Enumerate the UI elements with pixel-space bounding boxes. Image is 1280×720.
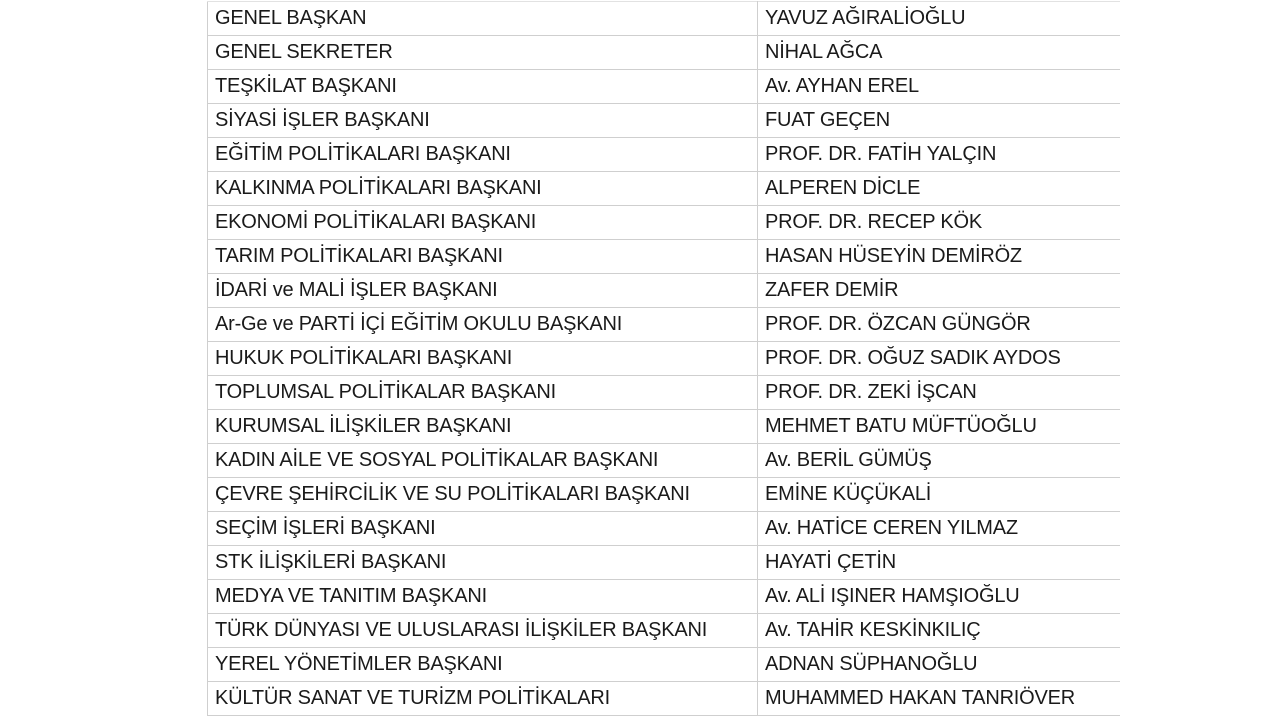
table-row bbox=[208, 206, 1121, 240]
person-cell: Av. ALİ IŞINER HAMŞIOĞLU bbox=[758, 580, 1121, 614]
position-cell: KADIN AİLE VE SOSYAL POLİTİKALAR BAŞKANI bbox=[208, 444, 758, 478]
person-cell: MUHAMMED HAKAN TANRIÖVER bbox=[758, 682, 1121, 716]
person-cell: PROF. DR. ZEKİ İŞCAN bbox=[758, 376, 1121, 410]
person-cell: Av. AYHAN EREL bbox=[758, 70, 1121, 104]
position-cell: GENEL SEKRETER bbox=[208, 36, 758, 70]
person-cell: FUAT GEÇEN bbox=[758, 104, 1121, 138]
position-cell: HUKUK POLİTİKALARI BAŞKANI bbox=[208, 342, 758, 376]
table-row bbox=[208, 240, 1121, 274]
position-cell: Ar-Ge ve PARTİ İÇİ EĞİTİM OKULU BAŞKANI bbox=[208, 308, 758, 342]
table-row bbox=[208, 138, 1121, 172]
person-cell: MEHMET BATU MÜFTÜOĞLU bbox=[758, 410, 1121, 444]
position-cell: SİYASİ İŞLER BAŞKANI bbox=[208, 104, 758, 138]
table-row bbox=[208, 274, 1121, 308]
position-cell: TARIM POLİTİKALARI BAŞKANI bbox=[208, 240, 758, 274]
person-cell: Av. TAHİR KESKİNKILIÇ bbox=[758, 614, 1121, 648]
table-row bbox=[208, 682, 1121, 716]
position-cell: ÇEVRE ŞEHİRCİLİK VE SU POLİTİKALARI BAŞKANI bbox=[208, 478, 758, 512]
person-cell: ZAFER DEMİR bbox=[758, 274, 1121, 308]
person-cell: PROF. DR. RECEP KÖK bbox=[758, 206, 1121, 240]
person-cell: Av. BERİL GÜMÜŞ bbox=[758, 444, 1121, 478]
position-cell: MEDYA VE TANITIM BAŞKANI bbox=[208, 580, 758, 614]
person-cell: NİHAL AĞCA bbox=[758, 36, 1121, 70]
roster-table bbox=[207, 1, 1120, 716]
table-row bbox=[208, 342, 1121, 376]
position-cell: İDARİ ve MALİ İŞLER BAŞKANI bbox=[208, 274, 758, 308]
person-cell: HASAN HÜSEYİN DEMİRÖZ bbox=[758, 240, 1121, 274]
position-cell: TOPLUMSAL POLİTİKALAR BAŞKANI bbox=[208, 376, 758, 410]
position-cell: YEREL YÖNETİMLER BAŞKANI bbox=[208, 648, 758, 682]
person-cell: EMİNE KÜÇÜKALİ bbox=[758, 478, 1121, 512]
table-row bbox=[208, 512, 1121, 546]
table-row bbox=[208, 172, 1121, 206]
table-row bbox=[208, 376, 1121, 410]
table-row bbox=[208, 36, 1121, 70]
table-row bbox=[208, 580, 1121, 614]
table-row bbox=[208, 546, 1121, 580]
table-row bbox=[208, 104, 1121, 138]
position-cell: TÜRK DÜNYASI VE ULUSLARASI İLİŞKİLER BAŞKANI bbox=[208, 614, 758, 648]
table-row bbox=[208, 308, 1121, 342]
position-cell: SEÇİM İŞLERİ BAŞKANI bbox=[208, 512, 758, 546]
person-cell: Av. HATİCE CEREN YILMAZ bbox=[758, 512, 1121, 546]
person-cell: PROF. DR. OĞUZ SADIK AYDOS bbox=[758, 342, 1121, 376]
person-cell: ADNAN SÜPHANOĞLU bbox=[758, 648, 1121, 682]
table-row bbox=[208, 70, 1121, 104]
position-cell: KALKINMA POLİTİKALARI BAŞKANI bbox=[208, 172, 758, 206]
table-row bbox=[208, 614, 1121, 648]
table-row bbox=[208, 478, 1121, 512]
position-cell: EKONOMİ POLİTİKALARI BAŞKANI bbox=[208, 206, 758, 240]
person-cell: PROF. DR. FATİH YALÇIN bbox=[758, 138, 1121, 172]
person-cell: PROF. DR. ÖZCAN GÜNGÖR bbox=[758, 308, 1121, 342]
position-cell: STK İLİŞKİLERİ BAŞKANI bbox=[208, 546, 758, 580]
position-cell: TEŞKİLAT BAŞKANI bbox=[208, 70, 758, 104]
person-cell: YAVUZ AĞIRALİOĞLU bbox=[758, 2, 1121, 36]
person-cell: ALPEREN DİCLE bbox=[758, 172, 1121, 206]
roster-sheet bbox=[207, 0, 1120, 720]
table-row bbox=[208, 410, 1121, 444]
position-cell: EĞİTİM POLİTİKALARI BAŞKANI bbox=[208, 138, 758, 172]
position-cell: KÜLTÜR SANAT VE TURİZM POLİTİKALARI bbox=[208, 682, 758, 716]
position-cell: GENEL BAŞKAN bbox=[208, 2, 758, 36]
table-row bbox=[208, 2, 1121, 36]
table-row bbox=[208, 648, 1121, 682]
table-row bbox=[208, 444, 1121, 478]
position-cell: KURUMSAL İLİŞKİLER BAŞKANI bbox=[208, 410, 758, 444]
person-cell: HAYATİ ÇETİN bbox=[758, 546, 1121, 580]
